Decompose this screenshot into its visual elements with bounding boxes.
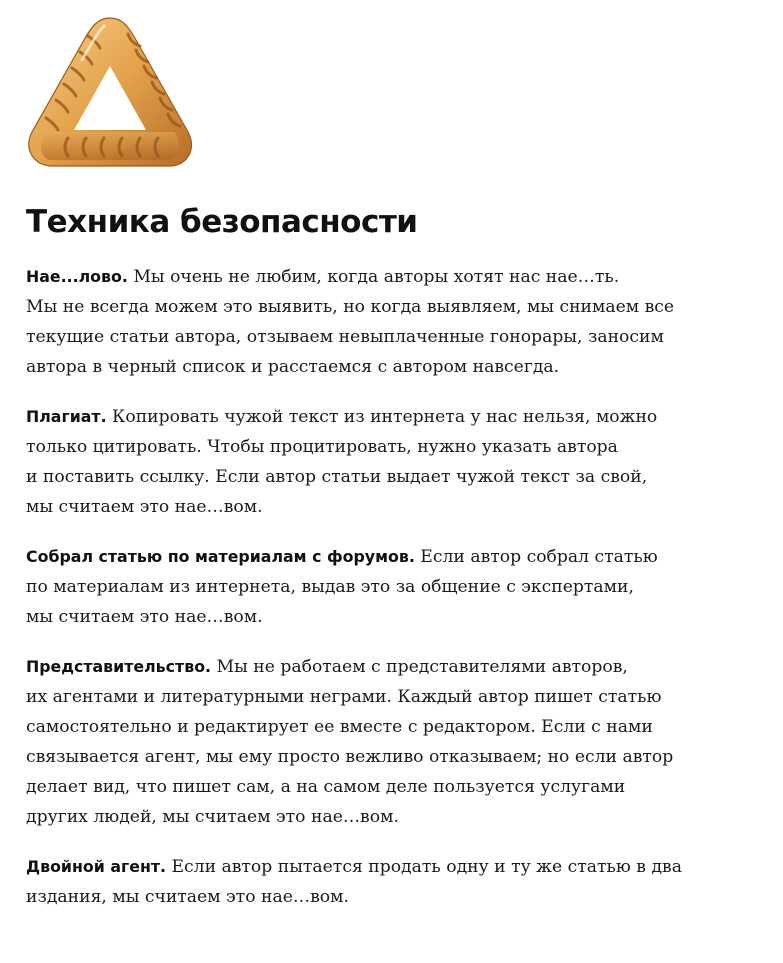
- bread-triangle-logo-icon: [24, 14, 196, 172]
- paragraph-line: [26, 262, 726, 292]
- paragraph-line: только цитировать. Чтобы процитировать, нужно указать автора: [26, 437, 618, 457]
- paragraph-representation: [26, 652, 726, 832]
- paragraph-line: их агентами и литературными неграми. Каждый автор пишет статью: [26, 687, 662, 707]
- paragraph-lead: Плагиат.: [26, 407, 107, 426]
- paragraph-fraud: [26, 262, 726, 382]
- paragraph-text: Мы не работаем с представителями авторов,: [211, 657, 628, 677]
- paragraph-lead: Представительство.: [26, 657, 212, 676]
- page-title: Техника безопасности: [26, 204, 418, 240]
- paragraph-line: делает вид, что пишет сам, а на самом деле пользуется услугами: [26, 777, 626, 797]
- paragraph-text: Если автор пытается продать одну и ту же статью в два: [166, 857, 682, 877]
- paragraph-text: Копировать чужой текст из интернета у нас нельзя, можно: [106, 407, 658, 427]
- paragraph-line: [26, 542, 726, 572]
- paragraph-plagiarism: [26, 402, 726, 522]
- paragraph-text: Если автор собрал статью: [414, 547, 658, 567]
- paragraph-line: [26, 652, 726, 682]
- paragraph-line: [26, 852, 726, 882]
- paragraph-line: самостоятельно и редактирует ее вместе с редактором. Если с нами: [26, 717, 653, 737]
- paragraph-line: текущие статьи автора, отзываем невыплаченные гонорары, заносим: [26, 327, 664, 347]
- paragraph-line: мы считаем это нае…вом.: [26, 497, 263, 517]
- paragraph-line: издания, мы считаем это нае…вом.: [26, 887, 349, 907]
- paragraph-line: других людей, мы считаем это нае…вом.: [26, 807, 399, 827]
- paragraph-line: автора в черный список и расстаемся с автором навсегда.: [26, 357, 560, 377]
- paragraph-line: Мы не всегда можем это выявить, но когда выявляем, мы снимаем все: [26, 297, 675, 317]
- paragraph-lead: Двойной агент.: [26, 857, 167, 876]
- paragraph-line: по материалам из интернета, выдав это за общение с экспертами,: [26, 577, 634, 597]
- paragraph-line: связывается агент, мы ему просто вежливо отказываем; но если автор: [26, 747, 674, 767]
- paragraph-lead: Собрал статью по материалам с форумов.: [26, 547, 415, 566]
- paragraph-forums: [26, 542, 726, 632]
- paragraph-double-agent: [26, 852, 726, 912]
- paragraph-text: Мы очень не любим, когда авторы хотят нас нае…ть.: [127, 267, 620, 287]
- paragraph-line: и поставить ссылку. Если автор статьи выдает чужой текст за свой,: [26, 467, 648, 487]
- paragraph-line: мы считаем это нае…вом.: [26, 607, 263, 627]
- paragraph-line: [26, 402, 726, 432]
- paragraph-lead: Нае...лово.: [26, 267, 128, 286]
